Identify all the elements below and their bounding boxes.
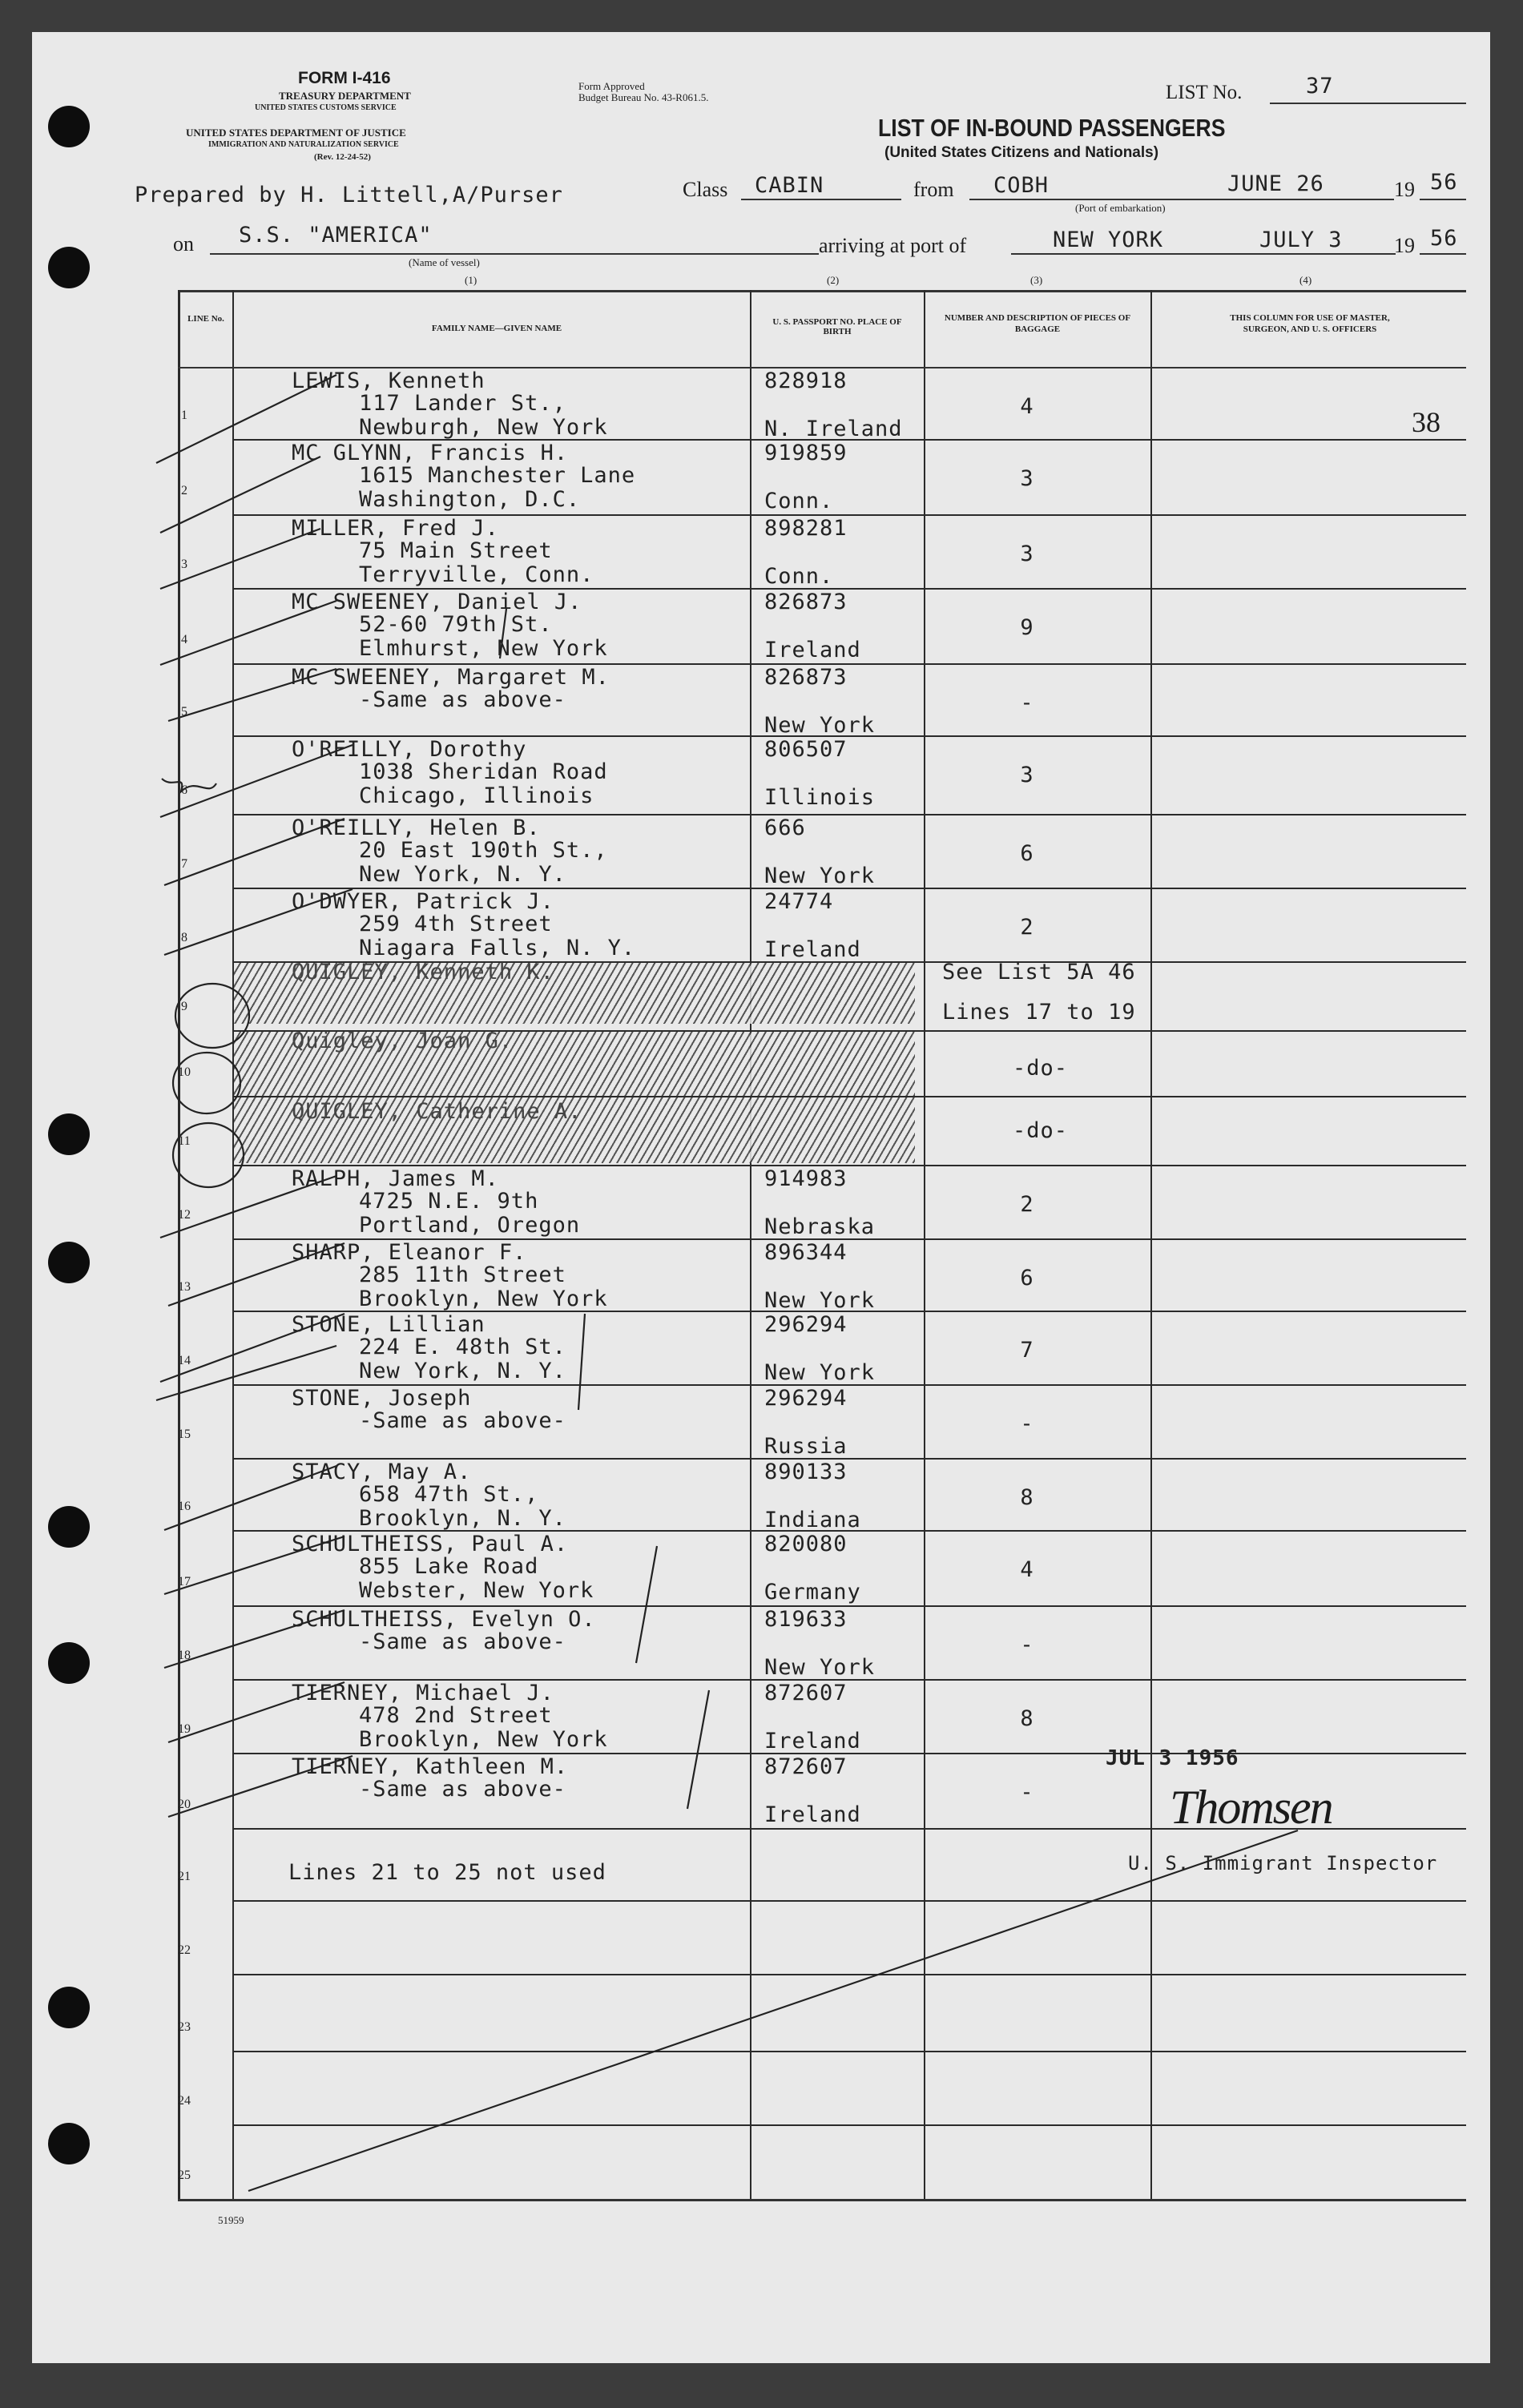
baggage-count: - xyxy=(1020,1411,1034,1436)
passenger-name: O'DWYER, Patrick J. xyxy=(292,889,554,914)
line-number: 14 xyxy=(178,1354,191,1367)
place-of-birth: Ireland xyxy=(764,1729,861,1754)
baggage-count: 4 xyxy=(1020,1557,1034,1582)
prepared-by: Prepared by H. Littell,A/Purser xyxy=(135,183,563,207)
passport-number: 828918 xyxy=(764,368,848,393)
passenger-address: Washington, D.C. xyxy=(359,487,581,512)
passenger-name: STONE, Lillian xyxy=(292,1312,486,1337)
form-revision: (Rev. 12-24-52) xyxy=(314,152,371,162)
form-title: LIST OF IN-BOUND PASSENGERS xyxy=(878,114,1226,142)
passport-number: 666 xyxy=(764,815,806,840)
form-subtitle: (United States Citizens and Nationals) xyxy=(884,144,1159,161)
line-number: 4 xyxy=(181,633,187,646)
baggage-count: 8 xyxy=(1020,1706,1034,1731)
passenger-address: Terryville, Conn. xyxy=(359,562,594,587)
place-of-birth: Conn. xyxy=(764,564,834,589)
passenger-address: 52-60 79th St. xyxy=(359,612,553,637)
col1-number: (1) xyxy=(465,274,477,286)
form-number: FORM I-416 xyxy=(298,69,391,87)
passenger-name: MC SWEENEY, Margaret M. xyxy=(292,665,610,690)
vessel-caption: (Name of vessel) xyxy=(409,256,480,268)
crossed-name: QUIGLEY, Catherine A. xyxy=(292,1099,582,1124)
passenger-address: Newburgh, New York xyxy=(359,415,608,440)
crossed-name: QUIGLEY, Kenneth K. xyxy=(292,960,554,985)
passenger-address: 855 Lake Road xyxy=(359,1554,539,1579)
passenger-address: 75 Main Street xyxy=(359,538,553,563)
line-number: 16 xyxy=(178,1500,191,1513)
list-no-value: 37 xyxy=(1306,74,1334,99)
inspector-signature: Thomsen xyxy=(1170,1781,1332,1834)
line-number: 20 xyxy=(178,1798,191,1811)
see-list-note: See List 5A 46 xyxy=(942,960,1136,985)
ditto-note: -do- xyxy=(1013,1056,1069,1081)
passenger-address: 20 East 190th St., xyxy=(359,838,608,863)
passenger-address: 285 11th Street xyxy=(359,1262,566,1287)
passenger-address: 259 4th Street xyxy=(359,912,553,936)
header-family-name: FAMILY NAME—GIVEN NAME xyxy=(431,324,562,333)
passport-number: 896344 xyxy=(764,1240,848,1265)
line-number: 1 xyxy=(181,409,187,422)
header-passport: U. S. PASSPORT NO. PLACE OF BIRTH xyxy=(772,317,902,336)
form-footer-code: 51959 xyxy=(218,2214,244,2226)
from-label: from xyxy=(913,178,954,201)
depart-year-prefix: 19 xyxy=(1394,178,1415,201)
baggage-count: 4 xyxy=(1020,394,1034,419)
place-of-birth: Russia xyxy=(764,1434,848,1459)
passenger-name: MC SWEENEY, Daniel J. xyxy=(292,590,582,614)
baggage-count: 6 xyxy=(1020,841,1034,866)
baggage-count: 2 xyxy=(1020,1192,1034,1217)
passenger-address: Brooklyn, New York xyxy=(359,1287,608,1311)
line-number: 23 xyxy=(178,2020,191,2034)
dept-treasury-sub: UNITED STATES CUSTOMS SERVICE xyxy=(255,103,397,112)
baggage-count: 8 xyxy=(1020,1485,1034,1510)
passenger-name: O'REILLY, Helen B. xyxy=(292,815,541,840)
passenger-name: TIERNEY, Michael J. xyxy=(292,1681,554,1705)
place-of-birth: Illinois xyxy=(764,785,876,810)
embarkation-caption: (Port of embarkation) xyxy=(1075,202,1166,214)
passport-number: 806507 xyxy=(764,737,848,762)
line-number: 25 xyxy=(178,2168,191,2182)
arrival-date: JULY 3 xyxy=(1259,228,1343,252)
col2-number: (2) xyxy=(827,274,840,286)
line-number: 2 xyxy=(181,484,187,497)
baggage-count: 3 xyxy=(1020,466,1034,491)
line-number: 24 xyxy=(178,2094,191,2108)
passenger-address: -Same as above- xyxy=(359,1629,566,1654)
from-value: COBH xyxy=(993,173,1050,198)
passenger-address: -Same as above- xyxy=(359,1408,566,1433)
line-number: 13 xyxy=(178,1280,191,1294)
passenger-name: O'REILLY, Dorothy xyxy=(292,737,527,762)
vessel-name: S.S. "AMERICA" xyxy=(239,223,433,248)
line-number: 10 xyxy=(178,1065,191,1079)
passenger-address: Portland, Oregon xyxy=(359,1213,581,1238)
place-of-birth: New York xyxy=(764,1360,876,1385)
place-of-birth: New York xyxy=(764,864,876,888)
place-of-birth: Indiana xyxy=(764,1508,861,1532)
passport-number: 819633 xyxy=(764,1607,848,1632)
form-approved: Form Approved xyxy=(578,80,645,92)
lines-not-used: Lines 21 to 25 not used xyxy=(288,1860,606,1885)
line-number: 5 xyxy=(181,705,187,719)
on-label: on xyxy=(173,232,194,256)
passport-number: 919859 xyxy=(764,441,848,465)
col4-number: (4) xyxy=(1299,274,1312,286)
passenger-address: 1038 Sheridan Road xyxy=(359,759,608,784)
line-number: 15 xyxy=(178,1427,191,1441)
line-number: 9 xyxy=(181,1000,187,1013)
place-of-birth: Ireland xyxy=(764,937,861,962)
dept-justice: UNITED STATES DEPARTMENT OF JUSTICE xyxy=(186,127,406,139)
place-of-birth: New York xyxy=(764,1655,876,1680)
passenger-address: 117 Lander St., xyxy=(359,391,566,416)
arrive-year-prefix: 19 xyxy=(1394,234,1415,257)
depart-year: 56 xyxy=(1430,170,1458,195)
place-of-birth: New York xyxy=(764,1288,876,1313)
line-number: 17 xyxy=(178,1575,191,1589)
passenger-name: SHARP, Eleanor F. xyxy=(292,1240,527,1265)
passenger-name: LEWIS, Kenneth xyxy=(292,368,486,393)
dept-justice-sub: IMMIGRATION AND NATURALIZATION SERVICE xyxy=(208,140,399,149)
line-number: 6 xyxy=(181,783,187,797)
place-of-birth: Ireland xyxy=(764,638,861,662)
passenger-address: New York, N. Y. xyxy=(359,862,566,887)
baggage-count: 7 xyxy=(1020,1338,1034,1363)
passenger-name: TIERNEY, Kathleen M. xyxy=(292,1754,569,1779)
baggage-count: - xyxy=(1020,691,1034,715)
passenger-name: SCHULTHEISS, Paul A. xyxy=(292,1532,569,1556)
list-no-label: LIST No. xyxy=(1166,82,1243,103)
depart-date: JUNE 26 xyxy=(1227,171,1324,196)
passenger-address: Niagara Falls, N. Y. xyxy=(359,936,636,960)
class-label: Class xyxy=(683,178,728,201)
passenger-name: STONE, Joseph xyxy=(292,1386,472,1411)
header-line-no: LINE No. xyxy=(187,314,224,324)
lines-note: Lines 17 to 19 xyxy=(942,1000,1136,1025)
passport-number: 914983 xyxy=(764,1166,848,1191)
line-number: 19 xyxy=(178,1722,191,1736)
class-value: CABIN xyxy=(755,173,824,198)
line-number: 22 xyxy=(178,1943,191,1957)
passenger-name: MC GLYNN, Francis H. xyxy=(292,441,569,465)
passenger-name: MILLER, Fred J. xyxy=(292,516,499,541)
line-number: 8 xyxy=(181,931,187,944)
passport-number: 826873 xyxy=(764,665,848,690)
passport-number: 826873 xyxy=(764,590,848,614)
crossed-name: Quigley, Joan G. xyxy=(292,1029,514,1053)
passenger-address: Brooklyn, New York xyxy=(359,1727,608,1752)
passenger-name: STACY, May A. xyxy=(292,1460,472,1484)
baggage-count: 3 xyxy=(1020,763,1034,787)
passenger-address: -Same as above- xyxy=(359,687,566,712)
place-of-birth: Germany xyxy=(764,1580,861,1605)
ditto-note: -do- xyxy=(1013,1118,1069,1143)
baggage-count: 9 xyxy=(1020,615,1034,640)
line-number: 11 xyxy=(178,1134,191,1148)
place-of-birth: Ireland xyxy=(764,1802,861,1827)
arrival-port: NEW YORK xyxy=(1053,228,1164,252)
baggage-count: 6 xyxy=(1020,1266,1034,1291)
arriving-label: arriving at port of xyxy=(819,234,967,257)
col3-number: (3) xyxy=(1030,274,1043,286)
passport-number: 296294 xyxy=(764,1386,848,1411)
passport-number: 296294 xyxy=(764,1312,848,1337)
place-of-birth: Nebraska xyxy=(764,1214,876,1239)
passenger-address: 478 2nd Street xyxy=(359,1703,553,1728)
passenger-address: -Same as above- xyxy=(359,1777,566,1802)
place-of-birth: Conn. xyxy=(764,489,834,513)
passport-number: 898281 xyxy=(764,516,848,541)
col4-number-note: 38 xyxy=(1412,406,1440,438)
line-number: 3 xyxy=(181,558,187,571)
line-number: 18 xyxy=(178,1649,191,1662)
passenger-address: Brooklyn, N. Y. xyxy=(359,1506,566,1531)
header-officers: THIS COLUMN FOR USE OF MASTER, SURGEON, AND U. S. OFFICERS xyxy=(1230,313,1390,334)
line-number: 21 xyxy=(178,1870,191,1883)
passport-number: 820080 xyxy=(764,1532,848,1556)
passenger-address: New York, N. Y. xyxy=(359,1359,566,1383)
passenger-address: 224 E. 48th St. xyxy=(359,1335,566,1359)
inspection-stamp-date: JUL 3 1956 xyxy=(1106,1746,1239,1770)
passenger-name: RALPH, James M. xyxy=(292,1166,499,1191)
passport-number: 890133 xyxy=(764,1460,848,1484)
passenger-name: SCHULTHEISS, Evelyn O. xyxy=(292,1607,596,1632)
line-number: 7 xyxy=(181,857,187,871)
baggage-count: - xyxy=(1020,1633,1034,1657)
passport-number: 872607 xyxy=(764,1754,848,1779)
passenger-address: 1615 Manchester Lane xyxy=(359,463,636,488)
passenger-address: 4725 N.E. 9th xyxy=(359,1189,539,1214)
passenger-address: 658 47th St., xyxy=(359,1482,539,1507)
baggage-count: 2 xyxy=(1020,915,1034,940)
baggage-count: 3 xyxy=(1020,542,1034,566)
place-of-birth: N. Ireland xyxy=(764,417,903,441)
passenger-address: Chicago, Illinois xyxy=(359,783,594,808)
place-of-birth: New York xyxy=(764,713,876,738)
passport-number: 872607 xyxy=(764,1681,848,1705)
baggage-count: - xyxy=(1020,1780,1034,1805)
passenger-address: Webster, New York xyxy=(359,1578,594,1603)
line-number: 12 xyxy=(178,1208,191,1222)
inspector-title: U. S. Immigrant Inspector xyxy=(1128,1852,1438,1874)
dept-treasury: TREASURY DEPARTMENT xyxy=(279,90,411,102)
passenger-address: Elmhurst, New York xyxy=(359,636,608,661)
header-baggage: NUMBER AND DESCRIPTION OF PIECES OF BAGGAGE xyxy=(944,313,1131,334)
passport-number: 24774 xyxy=(764,889,834,914)
budget-bureau: Budget Bureau No. 43-R061.5. xyxy=(578,91,709,103)
arrive-year: 56 xyxy=(1430,226,1458,251)
